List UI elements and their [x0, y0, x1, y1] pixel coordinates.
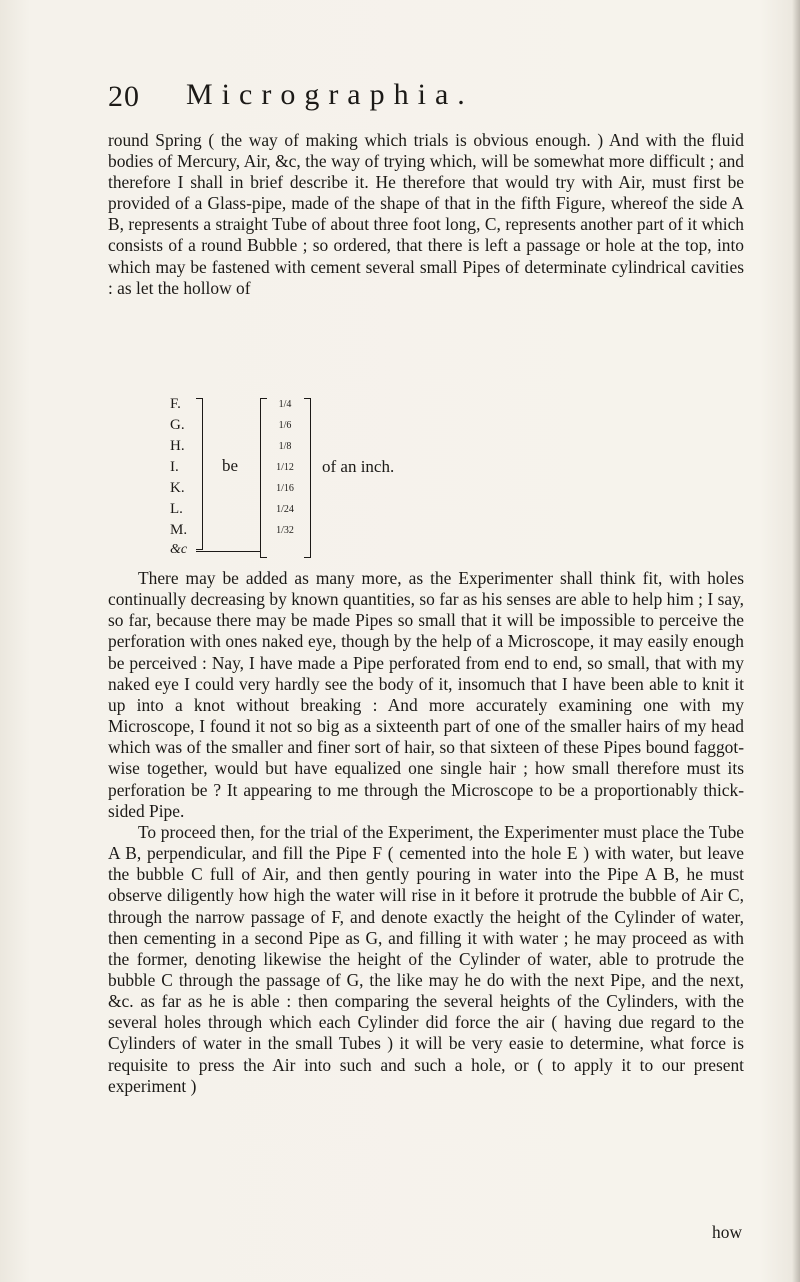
be-word: be: [222, 456, 239, 475]
text-block-bottom: [108, 568, 744, 1097]
pipe-letter: F.: [170, 396, 181, 412]
fraction: 1/6: [278, 420, 292, 431]
fraction-column: [270, 394, 300, 541]
left-brace: [196, 398, 203, 550]
running-title: Micrographia.: [186, 78, 474, 111]
fraction: 1/8: [278, 441, 292, 452]
page-edge-shadow: [792, 0, 800, 1282]
pipe-letter: G.: [170, 417, 185, 433]
fraction: 1/4: [278, 399, 292, 410]
pipe-letter: I.: [170, 459, 179, 475]
paragraph-3: To proceed then, for the trial of the Experiment, the Experimenter must place the Tube A B, perpendicular, and fill the Pipe F ( cemented into the hole E ) with water, but leave the bubble C full of Air, and then gently pouring in water into the Pipe A B, he must observe diligently how high the water will rise in it before it protrude the bubble of Air C, through the narrow passage of F, and denote exactly the height of the Cylinder of water, then cementing in a second Pipe as G, and filling it with water ; he may proceed as with the former, denoting likewise the height of the Cylinder of water, able to protrude the bubble C through the passage of G, the like may he do with the next Pipe, and the next, &c. as far as he is able : then comparing the several heights of the Cylinders, with the several holes through which each Cylinder did force the air ( having due regard to the Cylinders of water in the small Tubes ) it will be very easie to determine, what force is requisite to press the Air into such and such a hole, or ( to apply it to our present experiment ): [108, 821, 744, 1096]
pipe-letter: L.: [170, 501, 183, 517]
middle-brace: [260, 398, 267, 558]
fraction: 1/16: [276, 483, 294, 494]
pipe-letter: H.: [170, 438, 185, 454]
text-block-top: [108, 130, 744, 299]
page-header: [108, 78, 748, 122]
pipe-letter: K.: [170, 480, 185, 496]
paragraph-2: There may be added as many more, as the Experimenter shall think fit, with holes continually decreasing by known quantities, so far as his senses are able to help him ; I say, so far, because there may be made Pipes so small that it will be impossible to perceive the perforation with ones naked eye, though by the help of a Microscope, it may easily enough be perceived : Nay, I have made a Pipe perforated from end to end, so small, that with my naked eye I could very hardly see the body of it, insomuch that I have been able to knit it up into a knot without breaking : And more accurately examining one with my Microscope, I found it not so big as a sixteenth part of one of the smaller hairs of my head which was of the smaller and finer sort of hair, so that sixteen of these Pipes bound faggot-wise together, would but have equalized one single hair ; how small therefore must its perforation be ? It appearing to me through the Microscope to be a proportionably thick-sided Pipe.: [108, 568, 744, 821]
inch-unit-text: of an inch.: [322, 457, 395, 476]
etc-mark: &c: [170, 542, 188, 557]
fraction: 1/32: [276, 525, 294, 536]
right-brace: [304, 398, 311, 558]
pipe-letter: M.: [170, 522, 188, 538]
page-number: 20: [108, 80, 140, 113]
pipe-bore-table: [170, 394, 590, 568]
etc-dash-line: [196, 551, 260, 552]
fraction: 1/24: [276, 504, 294, 515]
catchword: how: [712, 1222, 742, 1242]
paragraph-1: round Spring ( the way of making which trials is obvious enough. ) And with the fluid bodies of Mercury, Air, &c, the way of trying which, will be somewhat more difficult ; and therefore I shall in brief describe it. He therefore that would try with Air, must first be provided of a Glass-pipe, made of the shape of that in the fifth Figure, whereof the side A B, represents a straight Tube of about three foot long, C, represents another part of it which consists of a round Bubble ; so ordered, that there is left a passage or hole at the top, into which may be fastened with cement several small Pipes of determinate cylindrical cavities : as let the hollow of: [108, 130, 744, 298]
fraction: 1/12: [276, 462, 294, 473]
